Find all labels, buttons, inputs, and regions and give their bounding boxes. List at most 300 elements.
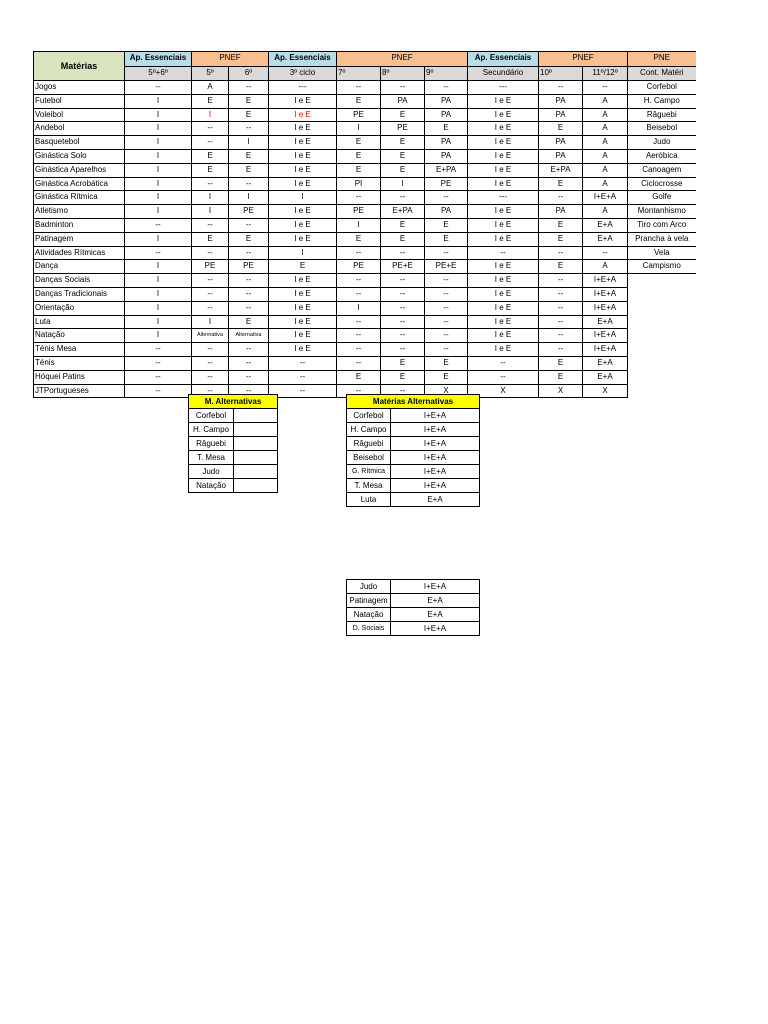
row-value: PE: [229, 205, 269, 219]
row-value: --: [192, 356, 229, 370]
table-row: [34, 81, 696, 95]
table-row: [34, 246, 696, 260]
row-value: E: [337, 232, 381, 246]
cont-materia: Vela: [628, 246, 696, 260]
row-value: PA: [539, 94, 583, 108]
table-row: [189, 451, 278, 465]
row-value: Alternativa: [192, 329, 229, 343]
row-value: I e E: [269, 149, 337, 163]
subheader-cell: Secundário: [468, 66, 539, 81]
table-row: [34, 94, 696, 108]
table-row: [34, 370, 696, 384]
row-value: I: [381, 177, 425, 191]
row-name: Ténis Mesa: [34, 343, 125, 357]
table-row: [34, 108, 696, 122]
row-value: --: [425, 315, 468, 329]
row-value: PA: [425, 108, 468, 122]
row-name: Badminton: [34, 218, 125, 232]
alt-table-2: [346, 394, 480, 507]
table-row: [189, 423, 278, 437]
row-value: E: [381, 136, 425, 150]
empty-cell: [628, 315, 696, 329]
row-value: I: [269, 246, 337, 260]
row-value: E: [192, 149, 229, 163]
subheader-row: [34, 66, 696, 81]
row-value: --: [337, 81, 381, 95]
alt-item: H. Campo: [189, 423, 234, 437]
row-value: --: [192, 246, 229, 260]
alt-item: H. Campo: [347, 423, 391, 437]
row-value: I: [125, 287, 192, 301]
row-value: --: [539, 274, 583, 288]
row-value: I: [125, 163, 192, 177]
row-value: I+E+A: [583, 343, 628, 357]
row-value: --: [425, 343, 468, 357]
alt-value: [234, 423, 278, 437]
row-value: E+A: [583, 370, 628, 384]
row-value: I: [125, 232, 192, 246]
alt-value: I+E+A: [391, 479, 480, 493]
row-value: A: [583, 205, 628, 219]
row-value: PA: [539, 149, 583, 163]
row-value: PA: [539, 136, 583, 150]
alt-value: [234, 451, 278, 465]
alt-table: [188, 394, 278, 493]
row-value: I: [125, 260, 192, 274]
alt-header-row: [347, 395, 480, 409]
row-value: --: [425, 191, 468, 205]
row-value: --: [381, 246, 425, 260]
table-row: [34, 356, 696, 370]
subheader-cell: 7º: [337, 66, 381, 81]
row-name: Ginástica Acrobática: [34, 177, 125, 191]
row-value: --: [192, 274, 229, 288]
header-group: PNE: [628, 52, 696, 67]
row-value: I e E: [269, 343, 337, 357]
row-value: I e E: [269, 163, 337, 177]
row-value: X: [425, 384, 468, 398]
cont-materia: H. Campo: [628, 94, 696, 108]
row-value: I: [337, 301, 381, 315]
cont-materia: Beisebol: [628, 122, 696, 136]
row-value: --: [229, 177, 269, 191]
table-row: [34, 149, 696, 163]
row-value: I: [229, 191, 269, 205]
row-value: --: [381, 274, 425, 288]
row-value: I e E: [468, 149, 539, 163]
table-row: [189, 437, 278, 451]
row-value: E: [229, 315, 269, 329]
row-value: PE: [192, 260, 229, 274]
row-value: E+A: [583, 218, 628, 232]
cont-materia: Aeróbica: [628, 149, 696, 163]
row-value: PE: [381, 122, 425, 136]
row-value: --: [125, 218, 192, 232]
header-group: PNEF: [337, 52, 468, 67]
cont-materia: Judo: [628, 136, 696, 150]
subheader-cell: 10º: [539, 66, 583, 81]
header-row: [34, 52, 696, 67]
row-value: I: [337, 122, 381, 136]
table-row: [34, 205, 696, 219]
row-value: --: [229, 384, 269, 398]
row-value: I: [125, 94, 192, 108]
cont-materia: Canoagem: [628, 163, 696, 177]
alt-item: T. Mesa: [189, 451, 234, 465]
row-value: --: [337, 315, 381, 329]
row-value: E: [381, 149, 425, 163]
row-value: --: [539, 343, 583, 357]
subheader-cell: 8º: [381, 66, 425, 81]
row-value: E: [539, 177, 583, 191]
alt-table-1: [188, 394, 278, 493]
row-value: E: [337, 136, 381, 150]
row-value: --: [229, 356, 269, 370]
table-row: [347, 622, 480, 636]
alt-item: Natação: [347, 608, 391, 622]
empty-cell: [628, 329, 696, 343]
subheader-cell: 9º: [425, 66, 468, 81]
row-value: --: [468, 246, 539, 260]
row-value: E: [539, 232, 583, 246]
row-value: I e E: [269, 329, 337, 343]
row-value: I: [192, 108, 229, 122]
alt-value: I+E+A: [391, 409, 480, 423]
alt-value: [234, 437, 278, 451]
row-value: --: [192, 384, 229, 398]
row-name: Dança: [34, 260, 125, 274]
row-value: E: [539, 122, 583, 136]
row-value: PE: [229, 260, 269, 274]
row-value: I: [125, 274, 192, 288]
row-value: --: [229, 343, 269, 357]
row-value: --: [229, 274, 269, 288]
alt-value: [234, 465, 278, 479]
empty-cell: [628, 370, 696, 384]
alt-item: Patinagem: [347, 594, 391, 608]
row-value: --: [425, 301, 468, 315]
row-name: Danças Tradicionais: [34, 287, 125, 301]
row-value: X: [583, 384, 628, 398]
alt-item: Luta: [347, 493, 391, 507]
row-value: E: [425, 218, 468, 232]
empty-cell: [628, 356, 696, 370]
main-table: [33, 51, 696, 398]
row-value: --: [381, 384, 425, 398]
row-value: I: [125, 136, 192, 150]
row-value: E: [381, 232, 425, 246]
row-value: I: [192, 315, 229, 329]
row-value: I e E: [468, 122, 539, 136]
row-value: I+E+A: [583, 287, 628, 301]
alt-value: I+E+A: [391, 423, 480, 437]
row-value: --: [229, 370, 269, 384]
row-value: --: [425, 274, 468, 288]
row-value: --: [539, 329, 583, 343]
subjects-table: [33, 51, 696, 398]
subheader-cell: 3º ciclo: [269, 66, 337, 81]
row-value: X: [539, 384, 583, 398]
cont-materia: Râguebi: [628, 108, 696, 122]
alt-item: Natação: [189, 479, 234, 493]
row-value: E: [337, 370, 381, 384]
table-row: [34, 136, 696, 150]
row-value: I e E: [468, 163, 539, 177]
empty-cell: [628, 274, 696, 288]
row-value: E: [381, 218, 425, 232]
row-value: I: [125, 122, 192, 136]
alt-table: [346, 579, 480, 636]
row-value: E: [229, 163, 269, 177]
alt-item: Corfebol: [189, 409, 234, 423]
row-value: --: [381, 191, 425, 205]
alt-item: Beisebol: [347, 451, 391, 465]
table-row: [34, 191, 696, 205]
row-value: E: [192, 232, 229, 246]
table-row: [34, 260, 696, 274]
row-value: E: [539, 260, 583, 274]
alt-table-3: [346, 579, 480, 636]
subheader-cell: 5º: [192, 66, 229, 81]
header-group: PNEF: [539, 52, 628, 67]
row-value: --: [125, 384, 192, 398]
row-value: I e E: [468, 343, 539, 357]
table-row: [34, 163, 696, 177]
alt-title: M. Alternativas: [189, 395, 278, 409]
row-name: Andebol: [34, 122, 125, 136]
cont-materia: Corfebol: [628, 81, 696, 95]
table-row: [34, 218, 696, 232]
row-value: A: [583, 108, 628, 122]
row-value: --: [229, 301, 269, 315]
row-value: E: [337, 149, 381, 163]
row-value: E: [337, 94, 381, 108]
alt-item: T. Mesa: [347, 479, 391, 493]
row-value: I e E: [269, 177, 337, 191]
row-value: --: [125, 81, 192, 95]
row-value: --: [337, 356, 381, 370]
row-value: PE: [425, 177, 468, 191]
row-value: I e E: [269, 122, 337, 136]
row-value: PA: [425, 149, 468, 163]
row-value: I: [125, 191, 192, 205]
row-value: --: [468, 370, 539, 384]
row-value: I: [125, 108, 192, 122]
row-value: ---: [468, 81, 539, 95]
row-value: E: [229, 149, 269, 163]
row-value: I: [125, 301, 192, 315]
row-value: I: [192, 191, 229, 205]
row-name: Voleibol: [34, 108, 125, 122]
row-value: --: [229, 287, 269, 301]
row-value: --: [125, 343, 192, 357]
alt-title: Matérias Alternativas: [347, 395, 480, 409]
row-value: E: [192, 163, 229, 177]
table-row: [347, 594, 480, 608]
row-value: PA: [425, 205, 468, 219]
row-value: I e E: [468, 329, 539, 343]
empty-cell: [628, 301, 696, 315]
row-value: --: [337, 191, 381, 205]
row-name: Atividades Rítmicas: [34, 246, 125, 260]
table-row: [189, 409, 278, 423]
row-value: --: [425, 329, 468, 343]
row-value: PA: [539, 205, 583, 219]
row-value: Alternativa: [229, 329, 269, 343]
row-value: PE: [337, 205, 381, 219]
row-value: A: [583, 177, 628, 191]
row-value: I e E: [269, 218, 337, 232]
row-value: A: [192, 81, 229, 95]
row-value: E: [337, 163, 381, 177]
row-value: A: [583, 94, 628, 108]
row-value: I: [192, 205, 229, 219]
row-value: E: [381, 108, 425, 122]
table-row: [34, 177, 696, 191]
row-value: I: [125, 149, 192, 163]
cont-materia: Ciclocrosse: [628, 177, 696, 191]
alt-value: [234, 409, 278, 423]
row-value: E: [192, 94, 229, 108]
row-value: E: [425, 122, 468, 136]
alt-value: [234, 479, 278, 493]
row-value: --: [192, 122, 229, 136]
row-value: --: [539, 191, 583, 205]
row-name: Futebol: [34, 94, 125, 108]
row-value: I e E: [468, 108, 539, 122]
row-value: --: [337, 246, 381, 260]
row-name: JTPortugueses: [34, 384, 125, 398]
row-value: --: [539, 287, 583, 301]
table-row: [34, 274, 696, 288]
row-value: --: [337, 384, 381, 398]
row-value: I e E: [269, 136, 337, 150]
row-value: PE+E: [425, 260, 468, 274]
row-value: --: [192, 218, 229, 232]
cont-materia: Golfe: [628, 191, 696, 205]
header-group: PNEF: [192, 52, 269, 67]
row-value: PI: [337, 177, 381, 191]
row-name: Danças Sociais: [34, 274, 125, 288]
subheader-cell: Cont. Matéri: [628, 66, 696, 81]
row-value: --: [192, 370, 229, 384]
row-value: A: [583, 149, 628, 163]
table-row: [347, 451, 480, 465]
row-name: Ginástica Solo: [34, 149, 125, 163]
subheader-cell: 11º/12º: [583, 66, 628, 81]
row-value: I e E: [269, 108, 337, 122]
row-value: E+A: [583, 315, 628, 329]
row-value: --: [337, 287, 381, 301]
row-value: --: [125, 370, 192, 384]
alt-header-row: [189, 395, 278, 409]
row-value: I: [337, 218, 381, 232]
row-value: --: [425, 287, 468, 301]
row-value: I+E+A: [583, 301, 628, 315]
table-row: [34, 232, 696, 246]
row-value: I e E: [468, 218, 539, 232]
table-row: [189, 465, 278, 479]
row-value: E: [425, 356, 468, 370]
row-value: E: [539, 370, 583, 384]
header-group: Ap. Essenciais: [125, 52, 192, 67]
row-name: Hóquei Patins: [34, 370, 125, 384]
alt-value: I+E+A: [391, 465, 480, 479]
row-value: --: [381, 81, 425, 95]
row-name: Natação: [34, 329, 125, 343]
row-value: X: [468, 384, 539, 398]
row-value: E: [229, 232, 269, 246]
alt-value: I+E+A: [391, 451, 480, 465]
row-value: --: [381, 343, 425, 357]
header-materias: Matérias: [34, 52, 125, 81]
table-row: [34, 315, 696, 329]
row-value: E+A: [583, 356, 628, 370]
row-value: --: [229, 218, 269, 232]
table-row: [347, 465, 480, 479]
row-value: I e E: [269, 94, 337, 108]
row-value: I: [125, 177, 192, 191]
row-value: --: [192, 343, 229, 357]
row-value: PE: [337, 260, 381, 274]
alt-item: Judo: [347, 580, 391, 594]
row-value: PE+E: [381, 260, 425, 274]
row-value: --: [125, 246, 192, 260]
table-row: [34, 343, 696, 357]
row-value: --: [539, 315, 583, 329]
row-value: I e E: [269, 287, 337, 301]
row-value: I e E: [468, 205, 539, 219]
row-name: Patinagem: [34, 232, 125, 246]
header-group: Ap. Essenciais: [468, 52, 539, 67]
cont-materia: Tiro com Arco: [628, 218, 696, 232]
table-row: [347, 493, 480, 507]
row-value: PA: [381, 94, 425, 108]
row-name: Atletismo: [34, 205, 125, 219]
subheader-cell: 5º+6º: [125, 66, 192, 81]
row-value: --: [269, 356, 337, 370]
row-value: E+PA: [381, 205, 425, 219]
row-value: E: [539, 218, 583, 232]
row-value: ---: [269, 81, 337, 95]
row-value: --: [125, 356, 192, 370]
row-value: I e E: [468, 177, 539, 191]
alt-value: I+E+A: [391, 622, 480, 636]
row-value: E: [381, 163, 425, 177]
row-value: I e E: [468, 287, 539, 301]
cont-materia: Campismo: [628, 260, 696, 274]
row-name: Ginástica Rítmica: [34, 191, 125, 205]
row-value: E: [425, 232, 468, 246]
alt-value: E+A: [391, 608, 480, 622]
row-name: Ténis: [34, 356, 125, 370]
row-value: --: [539, 246, 583, 260]
alt-value: E+A: [391, 493, 480, 507]
row-value: E: [229, 108, 269, 122]
row-value: I e E: [269, 315, 337, 329]
table-row: [347, 608, 480, 622]
header-group: Ap. Essenciais: [269, 52, 337, 67]
row-value: --: [192, 136, 229, 150]
alt-value: I+E+A: [391, 437, 480, 451]
empty-cell: [628, 384, 696, 398]
row-value: I: [269, 191, 337, 205]
empty-cell: [628, 287, 696, 301]
row-name: Orientação: [34, 301, 125, 315]
row-value: --: [425, 246, 468, 260]
row-value: --: [229, 122, 269, 136]
alt-item: D. Sociais: [347, 622, 391, 636]
